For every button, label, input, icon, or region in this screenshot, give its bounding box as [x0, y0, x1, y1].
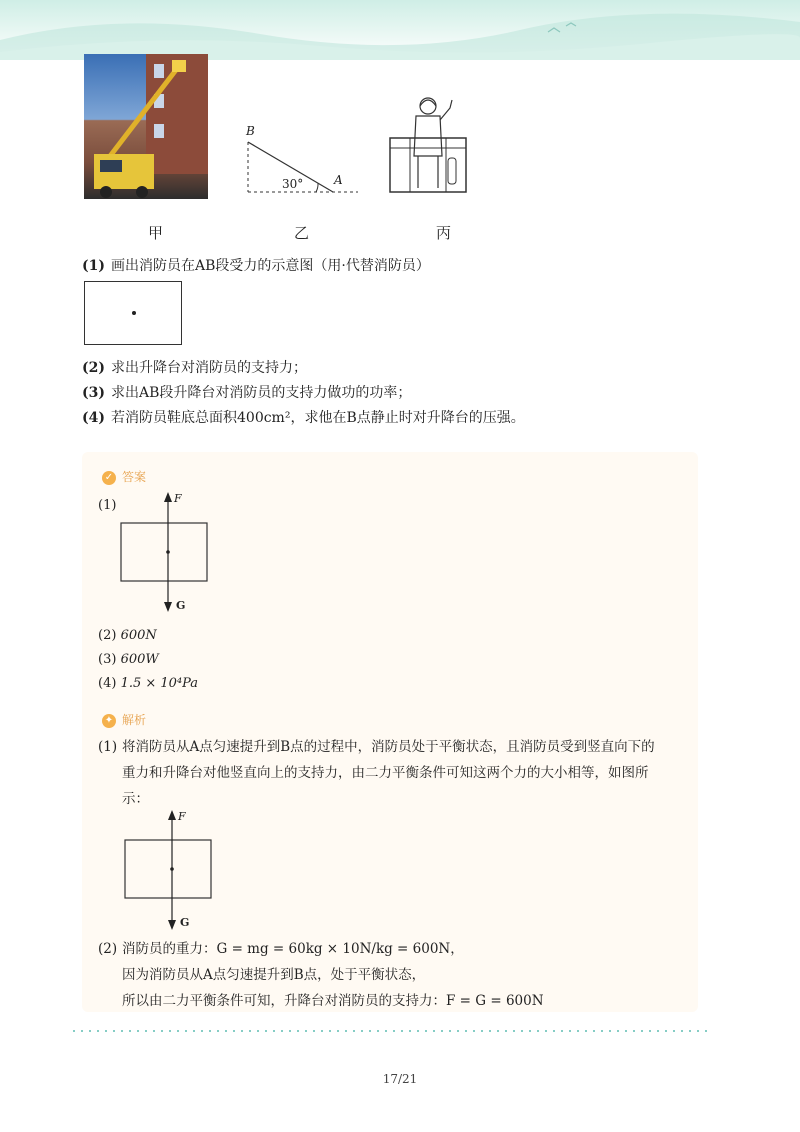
- question-number: (3): [82, 385, 105, 401]
- answer-tag: [102, 468, 146, 485]
- force-f-label: F: [174, 492, 182, 505]
- analysis-2-text: [122, 936, 692, 1014]
- firefighter-dot: [132, 311, 136, 315]
- analysis-tag: [102, 711, 146, 728]
- lightbulb-icon: ✦: [102, 714, 116, 728]
- answer-value: 600W: [120, 652, 159, 667]
- answer-number: (3): [98, 652, 117, 667]
- analysis-1-text: [122, 734, 692, 812]
- fire-truck-illustration: [84, 54, 208, 199]
- question-number: (2): [82, 360, 105, 376]
- analysis-line: 将消防员从A点匀速提升到B点的过程中，消防员处于平衡状态，且消防员受到竖直向下的: [122, 739, 655, 755]
- question-text: 求出升降台对消防员的支持力；: [111, 360, 307, 376]
- answer-force-diagram: [118, 488, 214, 616]
- analysis-2-num: (2): [98, 941, 118, 957]
- analysis-line: 消防员的重力：G = mg = 60kg × 10N/kg = 600N，: [122, 941, 464, 957]
- question-1-answer-box: [84, 281, 182, 345]
- analysis-line: 因为消防员从A点匀速提升到B点，处于平衡状态，: [122, 967, 426, 983]
- figure-jia-label: 甲: [148, 224, 164, 242]
- question-number: (1): [82, 258, 105, 274]
- analysis-force-diagram: [122, 806, 218, 934]
- analysis-line: 示：: [122, 791, 149, 807]
- analysis-1-num: (1): [98, 739, 118, 755]
- answer-1-num: (1): [98, 498, 117, 513]
- answer-number: (2): [98, 628, 117, 643]
- check-icon: ✓: [102, 471, 116, 485]
- question-3: [82, 383, 411, 403]
- analysis-tag-label: 解析: [122, 713, 147, 727]
- answer-2: [98, 627, 157, 645]
- dotted-divider: [70, 1030, 710, 1032]
- answer-value: 1.5 × 10⁴Pa: [120, 676, 199, 691]
- answer-value: 600N: [120, 628, 157, 643]
- question-text: 求出AB段升降台对消防员的支持力做功的功率；: [111, 385, 412, 401]
- point-a-label: A: [334, 173, 343, 187]
- question-1: [82, 256, 430, 276]
- analysis-line: 重力和升降台对他竖直向上的支持力，由二力平衡条件可知这两个力的大小相等，如图所: [122, 765, 649, 781]
- point-b-label: B: [246, 124, 255, 138]
- question-number: (4): [82, 410, 105, 426]
- figure-bing-label: 丙: [436, 224, 452, 242]
- analysis-line: 所以由二力平衡条件可知，升降台对消防员的支持力：F = G = 600N: [122, 993, 544, 1009]
- question-4: [82, 408, 525, 428]
- figure-jia-photo: [84, 54, 208, 199]
- figure-yi-label: 乙: [294, 224, 310, 242]
- header-banner: [0, 0, 800, 60]
- question-2: [82, 358, 307, 378]
- force-g-label: G: [176, 599, 186, 612]
- figure-yi-diagram: [238, 120, 368, 200]
- answer-number: (4): [98, 676, 117, 691]
- angle-label: 30°: [282, 177, 304, 191]
- question-text: 画出消防员在AB段受力的示意图（用·代替消防员）: [111, 258, 430, 274]
- figure-bing-firefighter: [388, 96, 468, 196]
- page-number: 17/21: [382, 1072, 418, 1086]
- answer-tag-label: 答案: [122, 470, 147, 484]
- header-decoration: [0, 0, 800, 60]
- question-text: 若消防员鞋底总面积400cm²，求他在B点静止时对升降台的压强。: [111, 410, 525, 426]
- answer-3: [98, 651, 159, 669]
- force-f-label: F: [178, 810, 186, 823]
- answer-4: [98, 675, 198, 693]
- force-g-label: G: [180, 916, 190, 929]
